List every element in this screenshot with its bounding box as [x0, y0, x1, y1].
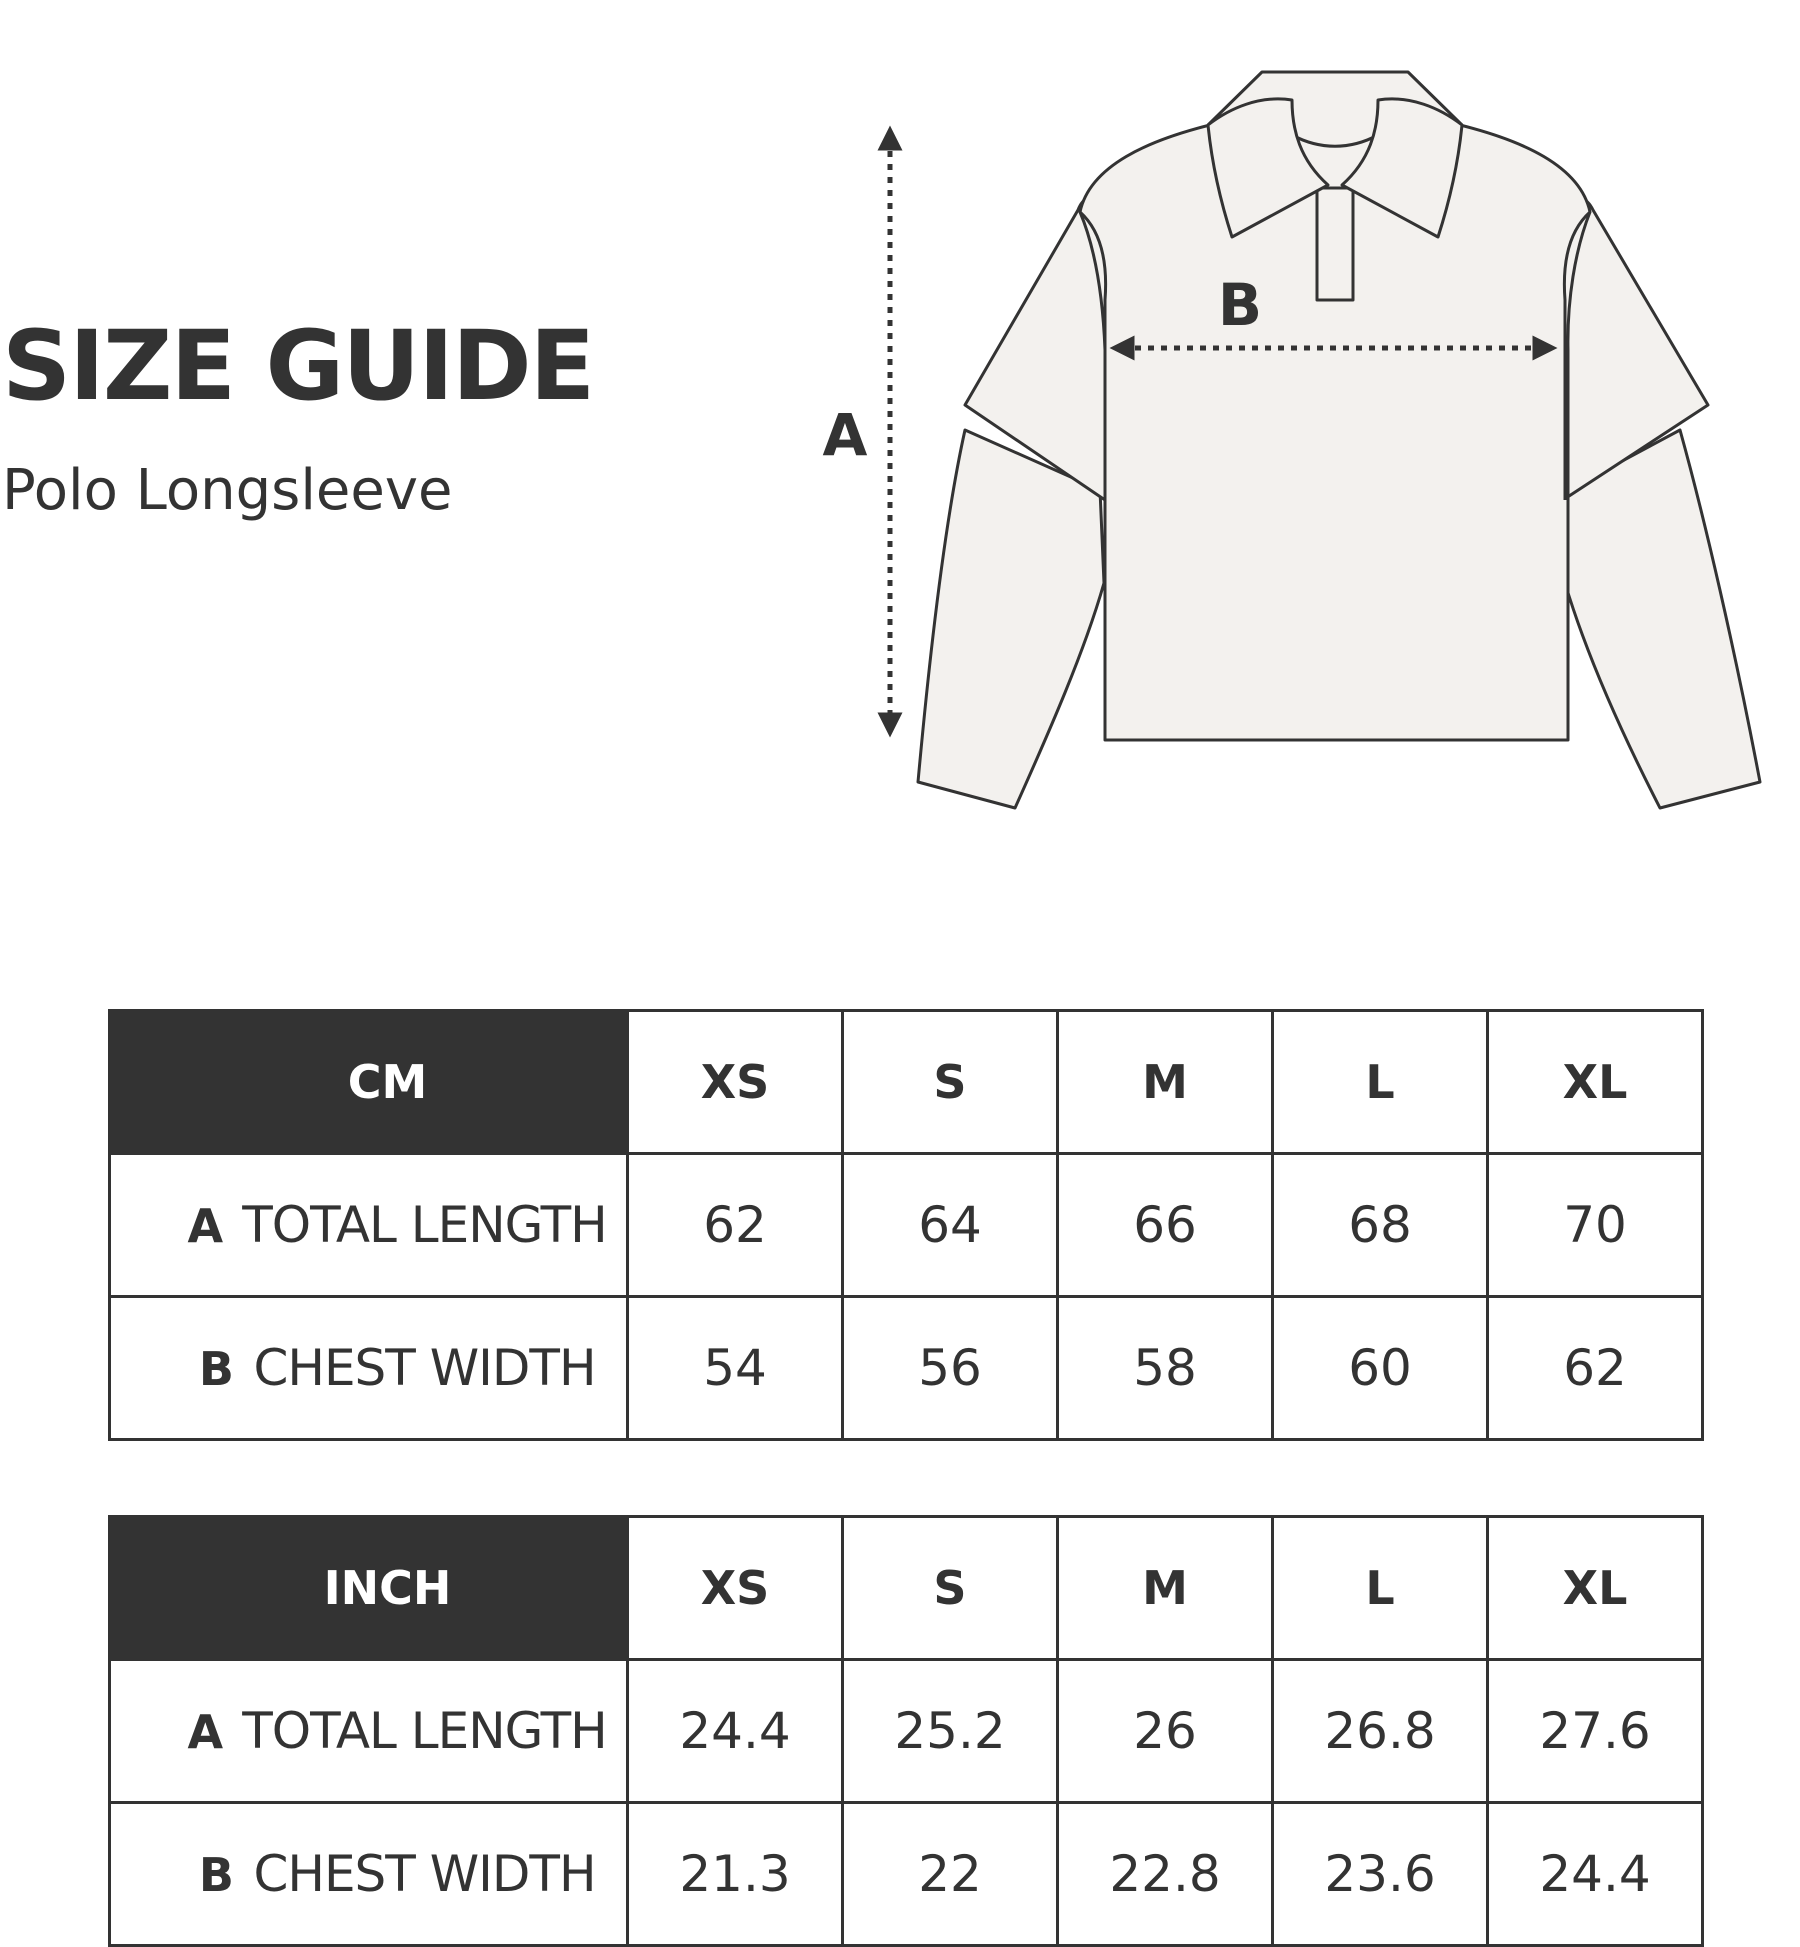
- row-letter: B: [198, 1342, 234, 1396]
- polo-longsleeve-illustration: [918, 72, 1760, 808]
- table-row: [110, 1660, 1703, 1803]
- size-header-xs: XS: [628, 1011, 843, 1154]
- table-cell: 68: [1273, 1154, 1488, 1297]
- table-cell: 58: [1058, 1297, 1273, 1440]
- page-title: SIZE GUIDE: [2, 310, 594, 422]
- table-cell: 62: [628, 1154, 843, 1297]
- label-b: B: [1217, 271, 1263, 339]
- unit-cm-header: CM: [110, 1011, 628, 1154]
- row-name: CHEST WIDTH: [253, 1845, 596, 1903]
- table-cell: 21.3: [628, 1803, 843, 1946]
- table-cell: 23.6: [1273, 1803, 1488, 1946]
- right-long-sleeve: [1565, 430, 1760, 808]
- table-cell: 22: [843, 1803, 1058, 1946]
- size-header-xl: XL: [1488, 1011, 1703, 1154]
- table-row: [110, 1297, 1703, 1440]
- table-cell: 25.2: [843, 1660, 1058, 1803]
- table-cell: 66: [1058, 1154, 1273, 1297]
- table-cell: 64: [843, 1154, 1058, 1297]
- row-letter: A: [187, 1705, 224, 1759]
- row-name: TOTAL LENGTH: [242, 1702, 607, 1760]
- table-cell: 60: [1273, 1297, 1488, 1440]
- size-header-xl: XL: [1488, 1517, 1703, 1660]
- table-cell: 27.6: [1488, 1660, 1703, 1803]
- table-header-row: [110, 1011, 1703, 1154]
- table-cell: 24.4: [1488, 1803, 1703, 1946]
- table-cell: 54: [628, 1297, 843, 1440]
- table-header-row: [110, 1517, 1703, 1660]
- table-row: [110, 1154, 1703, 1297]
- row-name: CHEST WIDTH: [253, 1339, 596, 1397]
- cm-size-table: [108, 1009, 1704, 1441]
- table-cell: 24.4: [628, 1660, 843, 1803]
- placket: [1317, 188, 1353, 300]
- row-label-total-length: [110, 1660, 628, 1803]
- row-label-total-length: [110, 1154, 628, 1297]
- row-name: TOTAL LENGTH: [242, 1196, 607, 1254]
- table-cell: 22.8: [1058, 1803, 1273, 1946]
- table-cell: 26: [1058, 1660, 1273, 1803]
- row-label-chest-width: [110, 1297, 628, 1440]
- size-header-m: M: [1058, 1517, 1273, 1660]
- size-header-s: S: [843, 1011, 1058, 1154]
- size-header-s: S: [843, 1517, 1058, 1660]
- row-label-chest-width: [110, 1803, 628, 1946]
- left-long-sleeve: [918, 430, 1104, 808]
- table-cell: 26.8: [1273, 1660, 1488, 1803]
- table-row: [110, 1803, 1703, 1946]
- row-letter: B: [198, 1848, 234, 1902]
- size-header-m: M: [1058, 1011, 1273, 1154]
- inch-size-table: [108, 1515, 1704, 1947]
- size-header-l: L: [1273, 1011, 1488, 1154]
- size-header-xs: XS: [628, 1517, 843, 1660]
- unit-inch-header: INCH: [110, 1517, 628, 1660]
- garment-diagram: [0, 0, 1800, 840]
- table-cell: 62: [1488, 1297, 1703, 1440]
- table-cell: 70: [1488, 1154, 1703, 1297]
- row-letter: A: [187, 1199, 224, 1253]
- table-cell: 56: [843, 1297, 1058, 1440]
- product-subtitle: Polo Longsleeve: [2, 458, 453, 523]
- label-a: A: [822, 401, 868, 469]
- size-header-l: L: [1273, 1517, 1488, 1660]
